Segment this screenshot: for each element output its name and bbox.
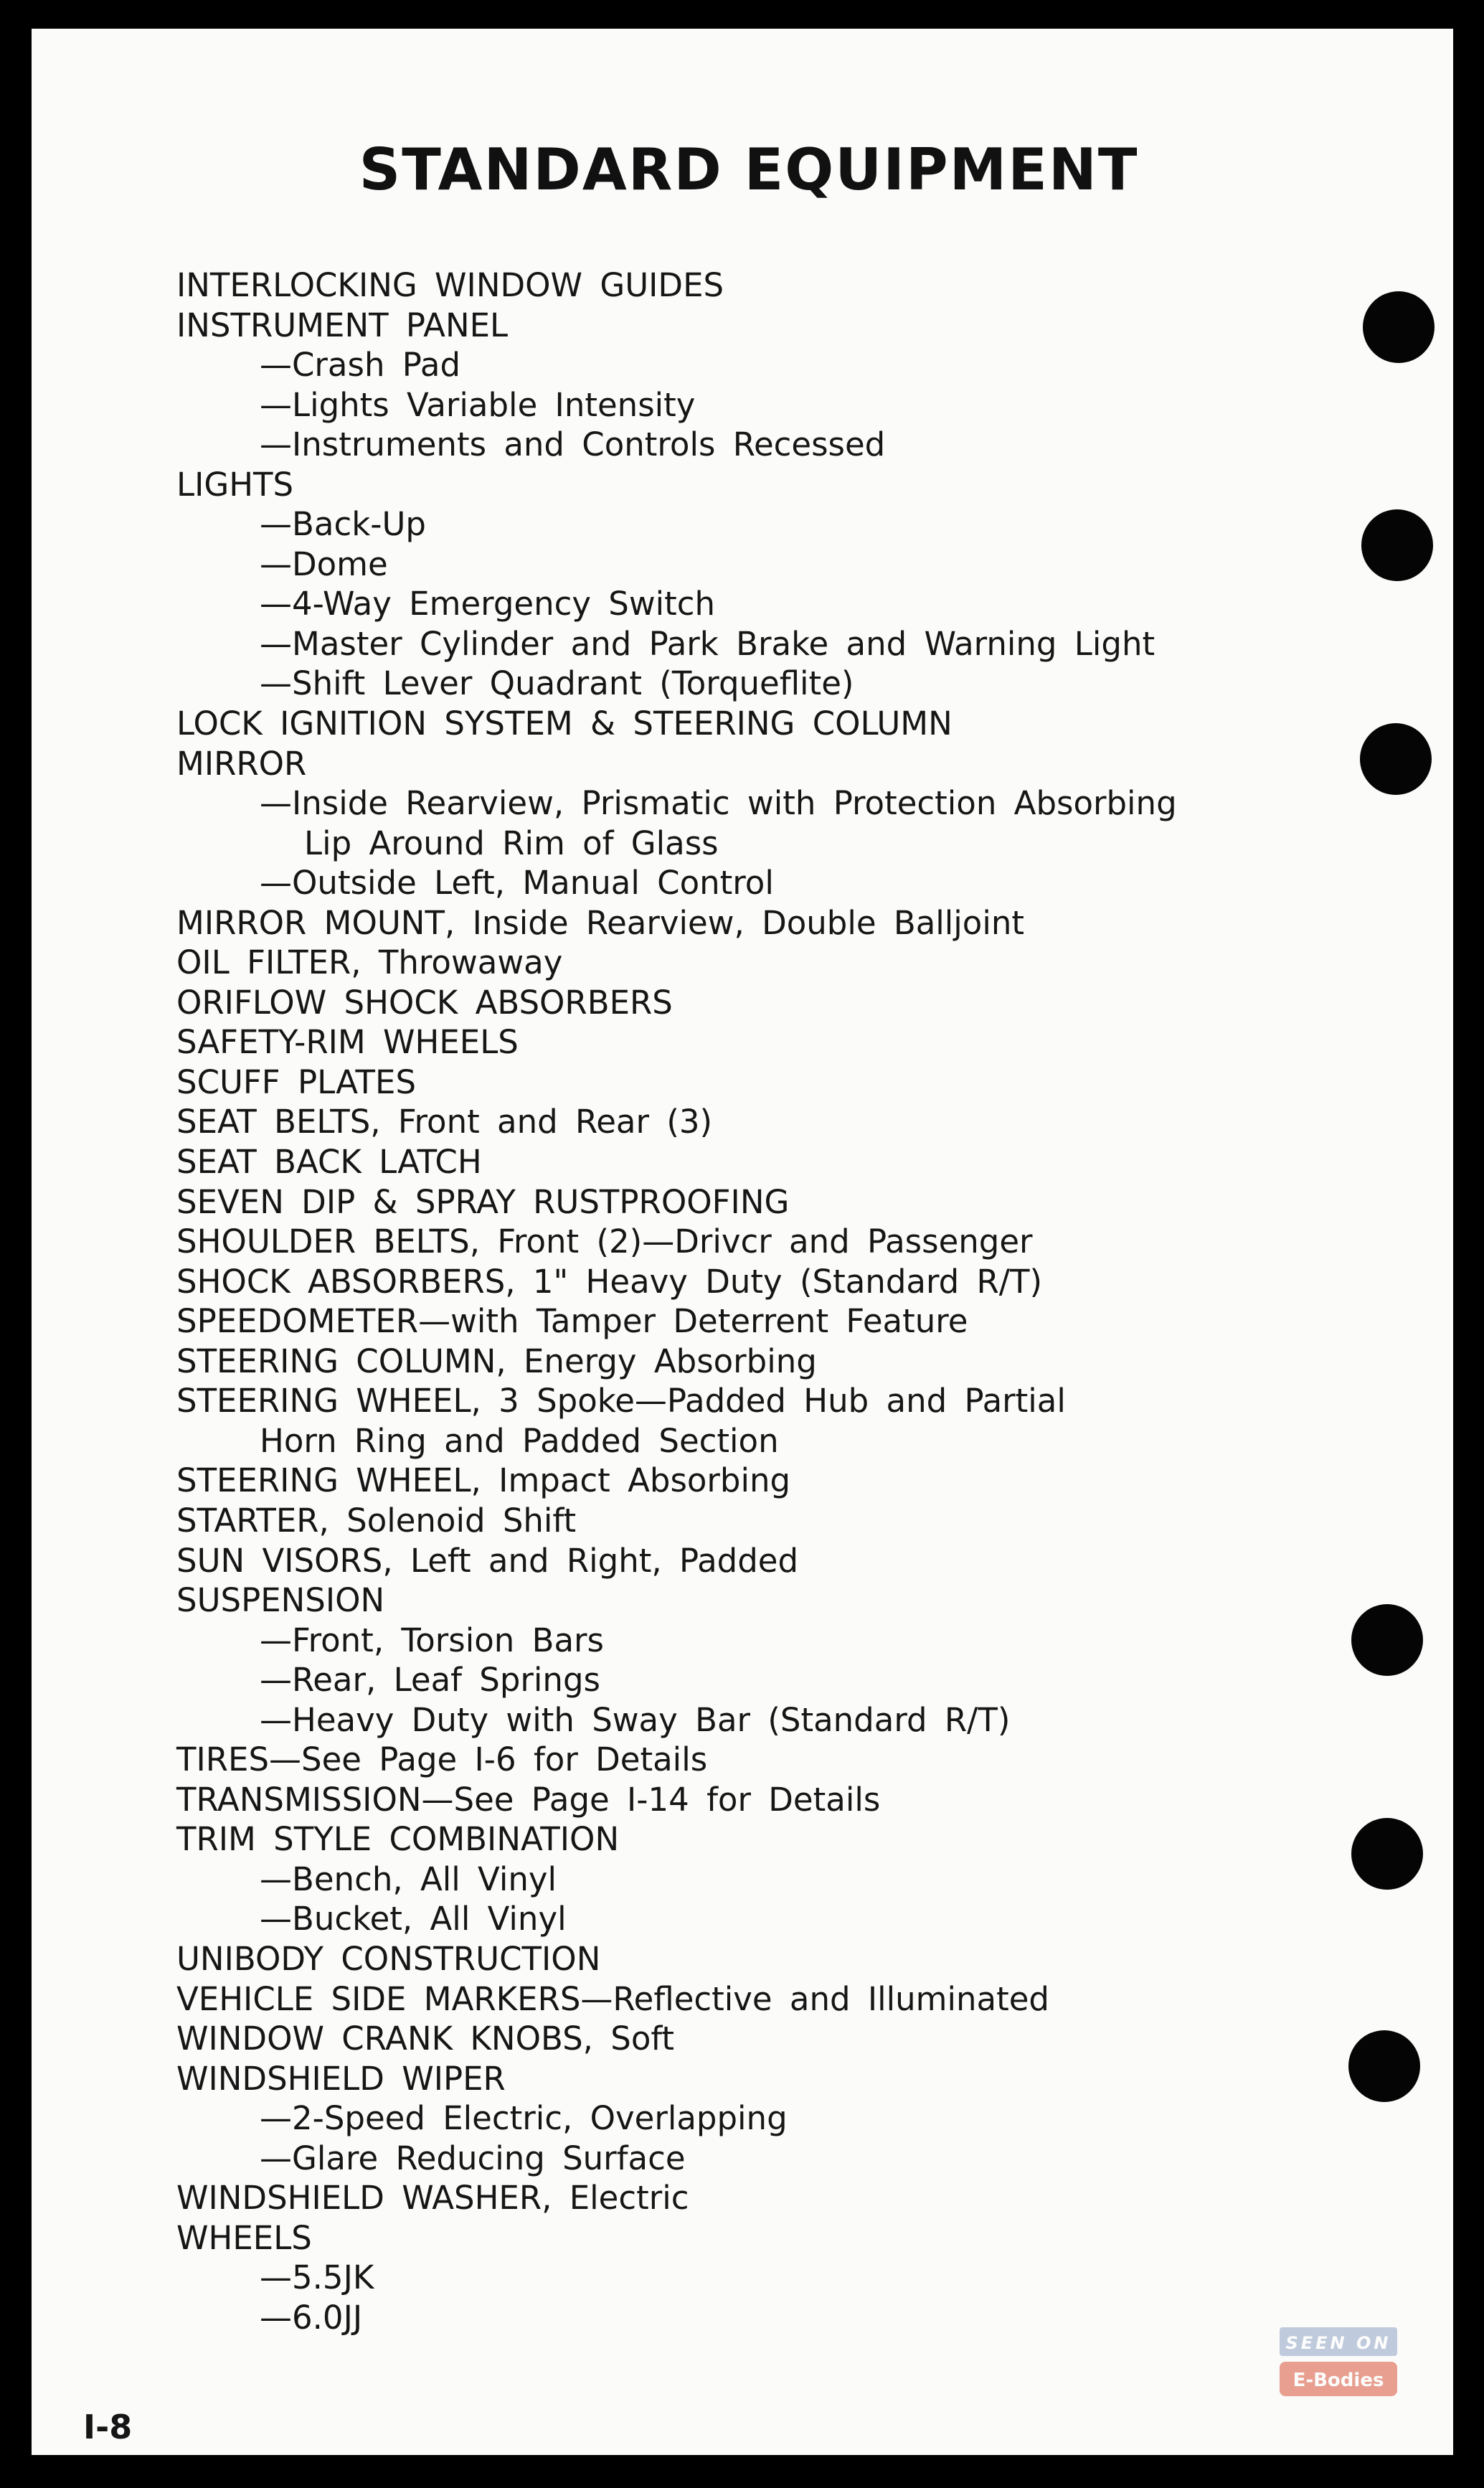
equipment-subitem: —Crash Pad bbox=[260, 346, 461, 385]
equipment-subitem: Horn Ring and Padded Section bbox=[260, 1421, 779, 1460]
equipment-subitem: —Bucket, All Vinyl bbox=[260, 1900, 567, 1938]
equipment-heading: SUSPENSION bbox=[176, 1581, 385, 1620]
equipment-subitem: —Master Cylinder and Park Brake and Warning Light bbox=[260, 624, 1155, 663]
equipment-subitem: —2-Speed Electric, Overlapping bbox=[260, 2099, 788, 2138]
equipment-heading: STEERING WHEEL, Impact Absorbing bbox=[176, 1461, 791, 1500]
equipment-subitem: —Rear, Leaf Springs bbox=[260, 1661, 600, 1700]
equipment-heading: STEERING COLUMN, Energy Absorbing bbox=[176, 1342, 817, 1380]
equipment-heading: SEAT BELTS, Front and Rear (3) bbox=[176, 1103, 713, 1141]
equipment-heading: LOCK IGNITION SYSTEM & STEERING COLUMN bbox=[176, 705, 953, 743]
equipment-heading: WHEELS bbox=[176, 2218, 312, 2257]
equipment-subitem: —Back-Up bbox=[260, 505, 426, 544]
equipment-subitem: —Dome bbox=[260, 545, 388, 583]
equipment-heading: WINDSHIELD WIPER bbox=[176, 2059, 506, 2098]
equipment-subitem: —Bench, All Vinyl bbox=[260, 1860, 557, 1898]
equipment-heading: WINDSHIELD WASHER, Electric bbox=[176, 2179, 689, 2218]
page-number: I-8 bbox=[83, 2408, 133, 2446]
equipment-subitem: —5.5JK bbox=[260, 2258, 374, 2297]
binder-hole-5 bbox=[1351, 1818, 1423, 1890]
equipment-subitem: —4-Way Emergency Switch bbox=[260, 585, 716, 623]
equipment-heading: WINDOW CRANK KNOBS, Soft bbox=[176, 2020, 675, 2058]
equipment-subitem: —Heavy Duty with Sway Bar (Standard R/T) bbox=[260, 1700, 1011, 1739]
equipment-heading: STARTER, Solenoid Shift bbox=[176, 1501, 577, 1540]
equipment-subitem: —Glare Reducing Surface bbox=[260, 2139, 686, 2177]
equipment-heading: INTERLOCKING WINDOW GUIDES bbox=[176, 266, 724, 304]
equipment-subitem: —Instruments and Controls Recessed bbox=[260, 425, 886, 464]
equipment-heading: TRANSMISSION—See Page I-14 for Details bbox=[176, 1780, 881, 1819]
equipment-heading: SCUFF PLATES bbox=[176, 1062, 417, 1101]
binder-hole-3 bbox=[1360, 723, 1432, 795]
binder-hole-4 bbox=[1351, 1604, 1423, 1676]
binder-hole-6 bbox=[1348, 2030, 1420, 2102]
equipment-heading: SPEEDOMETER—with Tamper Deterrent Feature bbox=[176, 1302, 968, 1341]
equipment-heading: SEAT BACK LATCH bbox=[176, 1143, 482, 1182]
equipment-heading: ORIFLOW SHOCK ABSORBERS bbox=[176, 983, 673, 1022]
equipment-heading: MIRROR MOUNT, Inside Rearview, Double Balljoint bbox=[176, 903, 1025, 942]
watermark-line1: SEEN ON bbox=[1285, 2333, 1391, 2353]
watermark-line2: E-Bodies bbox=[1292, 2370, 1384, 2391]
binder-hole-2 bbox=[1361, 509, 1433, 581]
binder-hole-1 bbox=[1363, 291, 1435, 363]
catalog-page bbox=[32, 29, 1453, 2455]
page-title: STANDARD EQUIPMENT bbox=[359, 136, 1139, 203]
equipment-subitem: —Lights Variable Intensity bbox=[260, 385, 696, 424]
equipment-heading: OIL FILTER, Throwaway bbox=[176, 943, 563, 982]
equipment-subitem: —6.0JJ bbox=[260, 2298, 363, 2337]
equipment-heading: SUN VISORS, Left and Right, Padded bbox=[176, 1541, 799, 1580]
equipment-list bbox=[176, 265, 1177, 2337]
equipment-heading: UNIBODY CONSTRUCTION bbox=[176, 1939, 601, 1978]
equipment-heading: SEVEN DIP & SPRAY RUSTPROOFING bbox=[176, 1182, 790, 1221]
equipment-heading: STEERING WHEEL, 3 Spoke—Padded Hub and Partial bbox=[176, 1382, 1066, 1420]
equipment-heading: MIRROR bbox=[176, 744, 307, 783]
equipment-heading: SAFETY-RIM WHEELS bbox=[176, 1023, 519, 1062]
equipment-subitem: —Inside Rearview, Prismatic with Protection Absorbing bbox=[260, 784, 1177, 823]
equipment-heading: TRIM STYLE COMBINATION bbox=[176, 1820, 620, 1859]
equipment-heading: LIGHTS bbox=[176, 465, 294, 504]
equipment-heading: SHOCK ABSORBERS, 1" Heavy Duty (Standard R/T) bbox=[176, 1262, 1043, 1301]
equipment-heading: VEHICLE SIDE MARKERS—Reflective and Illuminated bbox=[176, 1979, 1049, 2018]
equipment-subitem: Lip Around Rim of Glass bbox=[304, 824, 719, 862]
equipment-subitem: —Front, Torsion Bars bbox=[260, 1621, 604, 1659]
equipment-heading: INSTRUMENT PANEL bbox=[176, 306, 509, 344]
equipment-subitem: —Outside Left, Manual Control bbox=[260, 864, 774, 903]
equipment-subitem: —Shift Lever Quadrant (Torqueflite) bbox=[260, 664, 854, 703]
equipment-heading: SHOULDER BELTS, Front (2)—Drivcr and Passenger bbox=[176, 1222, 1033, 1261]
equipment-heading: TIRES—See Page I-6 for Details bbox=[176, 1740, 708, 1779]
seen-on-ebodies-watermark bbox=[1278, 2326, 1399, 2399]
